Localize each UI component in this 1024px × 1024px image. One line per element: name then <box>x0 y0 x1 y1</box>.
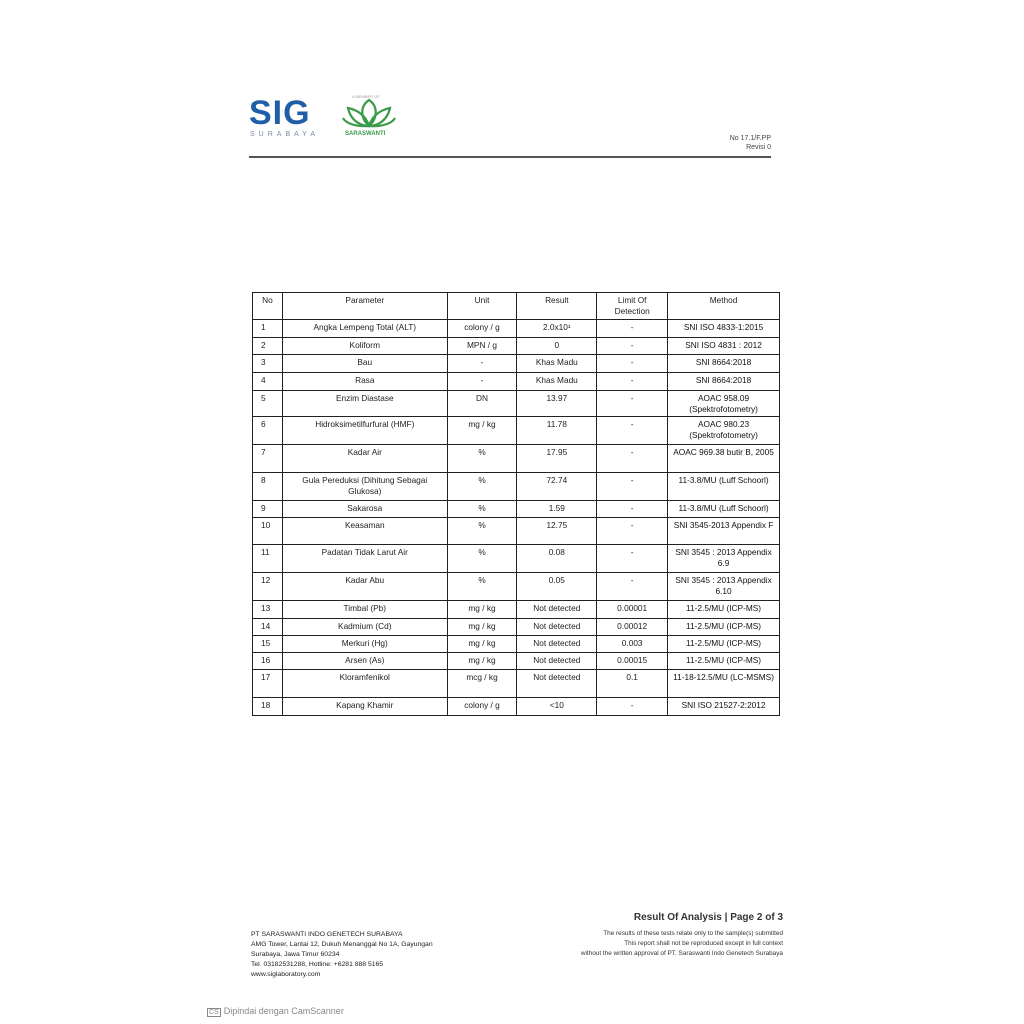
parameter-cell: Kadmium (Cd) <box>282 619 447 636</box>
limit-of-detection-cell: - <box>597 473 668 501</box>
row-no-cell: 10 <box>253 518 283 545</box>
row-no-cell: 7 <box>253 445 283 473</box>
unit-cell: % <box>447 445 517 473</box>
result-cell: Not detected <box>517 619 597 636</box>
limit-of-detection-cell: - <box>597 518 668 545</box>
disclaimer-line-2: This report shall not be reproduced except in full context <box>624 940 783 947</box>
saraswanti-member-text: A MEMBER OF <box>352 94 380 99</box>
camscanner-icon: CS <box>209 1009 219 1016</box>
parameter-cell: Kadar Abu <box>282 573 447 601</box>
company-name: PT SARASWANTI INDO GENETECH SURABAYA <box>251 931 403 938</box>
row-no-cell: 3 <box>253 355 283 373</box>
result-cell: 12.75 <box>517 518 597 545</box>
row-no-cell: 16 <box>253 653 283 670</box>
result-cell: 11.78 <box>517 417 597 445</box>
unit-cell: % <box>447 518 517 545</box>
table-row <box>253 636 780 653</box>
row-no-cell: 15 <box>253 636 283 653</box>
result-cell: 13.97 <box>517 391 597 417</box>
table-row <box>253 573 780 601</box>
method-cell: SNI ISO 4833-1:2015 <box>668 320 780 338</box>
parameter-cell: Kadar Air <box>282 445 447 473</box>
method-cell: SNI ISO 21527-2:2012 <box>668 698 780 716</box>
table-row <box>253 445 780 473</box>
table-row <box>253 391 780 417</box>
table-row <box>253 619 780 636</box>
parameter-cell: Kapang Khamir <box>282 698 447 716</box>
sig-logo: SIG <box>249 94 311 132</box>
result-cell: 2.0x10¹ <box>517 320 597 338</box>
method-cell: SNI 3545 : 2013 Appendix 6.9 <box>668 545 780 573</box>
result-cell: Khas Madu <box>517 355 597 373</box>
disclaimer-line-1: The results of these tests relate only to the sample(s) submitted <box>603 930 783 937</box>
result-cell: Not detected <box>517 636 597 653</box>
camscanner-watermark <box>207 1006 344 1017</box>
unit-cell: colony / g <box>447 320 517 338</box>
method-cell: 11-3.8/MU (Luff Schoorl) <box>668 473 780 501</box>
results-table <box>252 292 780 716</box>
camscanner-label: Dipindai dengan CamScanner <box>223 1006 344 1016</box>
method-cell: AOAC 958.09 (Spektrofotometry) <box>668 391 780 417</box>
row-no-cell: 2 <box>253 338 283 355</box>
saraswanti-leaf-icon <box>342 98 396 128</box>
parameter-cell: Rasa <box>282 373 447 391</box>
row-no-cell: 9 <box>253 501 283 518</box>
unit-cell: % <box>447 545 517 573</box>
address-line-2: Surabaya, Jawa Timur 60234 <box>251 951 340 958</box>
result-cell: 17.95 <box>517 445 597 473</box>
unit-cell: - <box>447 373 517 391</box>
column-header: Unit <box>447 293 517 320</box>
table-header-row <box>253 293 780 320</box>
parameter-cell: Timbal (Pb) <box>282 601 447 619</box>
method-cell: SNI 8664:2018 <box>668 355 780 373</box>
limit-of-detection-cell: - <box>597 338 668 355</box>
table-row <box>253 670 780 698</box>
column-header: Limit Of Detection <box>597 293 668 320</box>
result-cell: 1.59 <box>517 501 597 518</box>
table-row <box>253 501 780 518</box>
parameter-cell: Padatan Tidak Larut Air <box>282 545 447 573</box>
parameter-cell: Merkuri (Hg) <box>282 636 447 653</box>
limit-of-detection-cell: 0.003 <box>597 636 668 653</box>
method-cell: 11-2.5/MU (ICP-MS) <box>668 601 780 619</box>
table-row <box>253 601 780 619</box>
row-no-cell: 4 <box>253 373 283 391</box>
result-cell: 72.74 <box>517 473 597 501</box>
limit-of-detection-cell: 0.1 <box>597 670 668 698</box>
method-cell: AOAC 980.23 (Spektrofotometry) <box>668 417 780 445</box>
column-header: Result <box>517 293 597 320</box>
table-row <box>253 698 780 716</box>
doc-no: No 17.1/F.PP <box>729 135 771 142</box>
row-no-cell: 14 <box>253 619 283 636</box>
method-cell: 11-2.5/MU (ICP-MS) <box>668 619 780 636</box>
revision: Revisi 0 <box>746 144 771 151</box>
parameter-cell: Gula Pereduksi (Dihitung Sebagai Glukosa) <box>282 473 447 501</box>
unit-cell: % <box>447 501 517 518</box>
row-no-cell: 12 <box>253 573 283 601</box>
row-no-cell: 11 <box>253 545 283 573</box>
result-cell: Not detected <box>517 653 597 670</box>
parameter-cell: Hidroksimetilfurfural (HMF) <box>282 417 447 445</box>
result-cell: Not detected <box>517 670 597 698</box>
disclaimer-line-3: without the written approval of PT. Saraswanti Indo Genetech Surabaya <box>580 950 783 957</box>
table-row <box>253 473 780 501</box>
table-row <box>253 320 780 338</box>
result-cell: <10 <box>517 698 597 716</box>
table-row <box>253 373 780 391</box>
limit-of-detection-cell: 0.00015 <box>597 653 668 670</box>
unit-cell: DN <box>447 391 517 417</box>
row-no-cell: 1 <box>253 320 283 338</box>
limit-of-detection-cell: - <box>597 445 668 473</box>
limit-of-detection-cell: 0.00001 <box>597 601 668 619</box>
result-cell: Khas Madu <box>517 373 597 391</box>
table-row <box>253 417 780 445</box>
disclaimer <box>500 929 783 959</box>
method-cell: SNI ISO 4831 : 2012 <box>668 338 780 355</box>
table-row <box>253 545 780 573</box>
row-no-cell: 17 <box>253 670 283 698</box>
row-no-cell: 13 <box>253 601 283 619</box>
table-row <box>253 355 780 373</box>
unit-cell: mcg / kg <box>447 670 517 698</box>
result-cell: 0.08 <box>517 545 597 573</box>
limit-of-detection-cell: - <box>597 501 668 518</box>
parameter-cell: Keasaman <box>282 518 447 545</box>
method-cell: SNI 8664:2018 <box>668 373 780 391</box>
address-line-1: AMG Tower, Lantai 12, Dukuh Menanggal No 1A, Gayungan <box>251 941 433 948</box>
parameter-cell: Enzim Diastase <box>282 391 447 417</box>
method-cell: 11-3.8/MU (Luff Schoorl) <box>668 501 780 518</box>
method-cell: 11-2.5/MU (ICP-MS) <box>668 653 780 670</box>
method-cell: 11-2.5/MU (ICP-MS) <box>668 636 780 653</box>
method-cell: AOAC 969.38 butir B, 2005 <box>668 445 780 473</box>
unit-cell: mg / kg <box>447 417 517 445</box>
method-cell: SNI 3545 : 2013 Appendix 6.10 <box>668 573 780 601</box>
result-cell: 0 <box>517 338 597 355</box>
table-row <box>253 653 780 670</box>
limit-of-detection-cell: 0.00012 <box>597 619 668 636</box>
unit-cell: - <box>447 355 517 373</box>
table-row <box>253 338 780 355</box>
limit-of-detection-cell: - <box>597 545 668 573</box>
row-no-cell: 18 <box>253 698 283 716</box>
limit-of-detection-cell: - <box>597 373 668 391</box>
sig-logo-subtitle: SURABAYA <box>250 131 320 138</box>
unit-cell: MPN / g <box>447 338 517 355</box>
parameter-cell: Koliform <box>282 338 447 355</box>
report-page-title: Result Of Analysis | Page 2 of 3 <box>633 912 783 923</box>
limit-of-detection-cell: - <box>597 320 668 338</box>
company-info <box>251 930 433 980</box>
parameter-cell: Bau <box>282 355 447 373</box>
parameter-cell: Arsen (As) <box>282 653 447 670</box>
result-cell: 0.05 <box>517 573 597 601</box>
limit-of-detection-cell: - <box>597 391 668 417</box>
limit-of-detection-cell: - <box>597 698 668 716</box>
limit-of-detection-cell: - <box>597 573 668 601</box>
limit-of-detection-cell: - <box>597 417 668 445</box>
unit-cell: % <box>447 473 517 501</box>
website: www.siglaboratory.com <box>251 971 321 978</box>
column-header: Method <box>668 293 780 320</box>
parameter-cell: Angka Lempeng Total (ALT) <box>282 320 447 338</box>
phone: Tel. 03182531288, Hotline: +6281 888 5165 <box>251 961 384 968</box>
unit-cell: colony / g <box>447 698 517 716</box>
limit-of-detection-cell: - <box>597 355 668 373</box>
column-header: Parameter <box>282 293 447 320</box>
row-no-cell: 5 <box>253 391 283 417</box>
unit-cell: mg / kg <box>447 619 517 636</box>
unit-cell: mg / kg <box>447 636 517 653</box>
parameter-cell: Sakarosa <box>282 501 447 518</box>
parameter-cell: Kloramfenikol <box>282 670 447 698</box>
method-cell: SNI 3545-2013 Appendix F <box>668 518 780 545</box>
saraswanti-logo-text: SARASWANTI <box>345 131 386 137</box>
table-row <box>253 518 780 545</box>
column-header: No <box>253 293 283 320</box>
row-no-cell: 6 <box>253 417 283 445</box>
unit-cell: % <box>447 573 517 601</box>
header-divider <box>249 156 771 158</box>
unit-cell: mg / kg <box>447 601 517 619</box>
unit-cell: mg / kg <box>447 653 517 670</box>
method-cell: 11-18-12.5/MU (LC-MSMS) <box>668 670 780 698</box>
row-no-cell: 8 <box>253 473 283 501</box>
document-number <box>690 134 771 152</box>
result-cell: Not detected <box>517 601 597 619</box>
